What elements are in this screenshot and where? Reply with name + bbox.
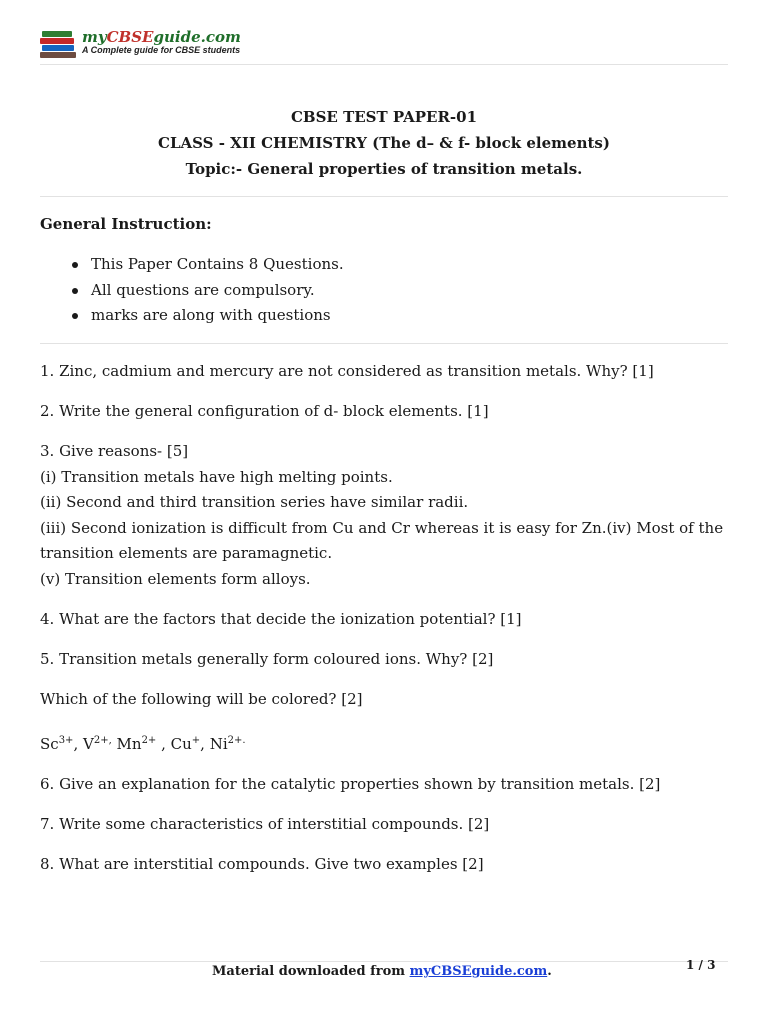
question-3-lead: 3. Give reasons- [5] <box>40 442 189 460</box>
question-3-part: (i) Transition metals have high melting points. <box>40 467 393 486</box>
divider <box>40 196 728 197</box>
question-3-part: (ii) Second and third transition series have similar radii. <box>40 493 469 511</box>
site-logo[interactable] <box>40 26 241 58</box>
ion-sc: $Sc^{3+}$, <box>40 735 83 753</box>
question-6: 6. Give an explanation for the catalytic properties shown by transition metals. [2] <box>40 775 661 793</box>
instructions-list <box>66 252 344 329</box>
list-item: marks are along with questions <box>66 303 344 329</box>
title-line-3: Topic:- General properties of transition metals. <box>185 160 583 178</box>
question-3-part: (v) Transition elements form alloys. <box>40 569 311 588</box>
question-4: 4. What are the factors that decide the ionization potential? [1] <box>40 610 522 628</box>
question-3-part: (iii) Second ionization is difficult from Cu and Cr whereas it is easy for Zn.(iv) Most of the transition elements are paramagnetic. <box>40 518 724 562</box>
page-footer: Material downloaded from myCBSEguide.com. <box>212 964 552 979</box>
title-line-2: CLASS - XII CHEMISTRY (The d– & f- block elements) <box>158 134 610 152</box>
question-8: 8. What are interstitial compounds. Give two examples [2] <box>40 855 484 873</box>
page-header <box>40 26 728 65</box>
ion-list <box>40 732 728 758</box>
ion-cu: Cu+, <box>170 735 210 753</box>
books-logo-icon <box>40 27 80 57</box>
paper-title <box>40 104 728 182</box>
title-line-1: CBSE TEST PAPER-01 <box>290 108 478 126</box>
question-2: 2. Write the general configuration of d- block elements. [1] <box>40 402 489 420</box>
ion-ni: $Ni^{2+.}$ <box>209 735 246 753</box>
ion-mn: $Mn^{2+}$ , <box>116 735 171 753</box>
list-item: This Paper Contains 8 Questions. <box>66 252 344 278</box>
list-item: All questions are compulsory. <box>66 278 344 304</box>
question-7: 7. Write some characteristics of interstitial compounds. [2] <box>40 815 490 833</box>
question-1: 1. Zinc, cadmium and mercury are not considered as transition metals. Why? [1] <box>40 362 654 380</box>
footer-link[interactable]: myCBSEguide.com <box>409 964 548 979</box>
instructions-heading: General Instruction: <box>40 215 212 233</box>
footer-text: Material downloaded from <box>212 964 410 979</box>
question-3 <box>40 439 728 592</box>
page-number: 1 / 3 <box>686 958 716 972</box>
ion-v: $V^{2+,}$ <box>82 735 112 753</box>
logo-name: myCBSEguide.com <box>82 27 241 46</box>
question-5-followup: Which of the following will be colored? [2] <box>40 690 363 708</box>
logo-tagline: A Complete guide for CBSE students <box>82 44 241 55</box>
question-5: 5. Transition metals generally form coloured ions. Why? [2] <box>40 650 494 668</box>
divider <box>40 343 728 344</box>
